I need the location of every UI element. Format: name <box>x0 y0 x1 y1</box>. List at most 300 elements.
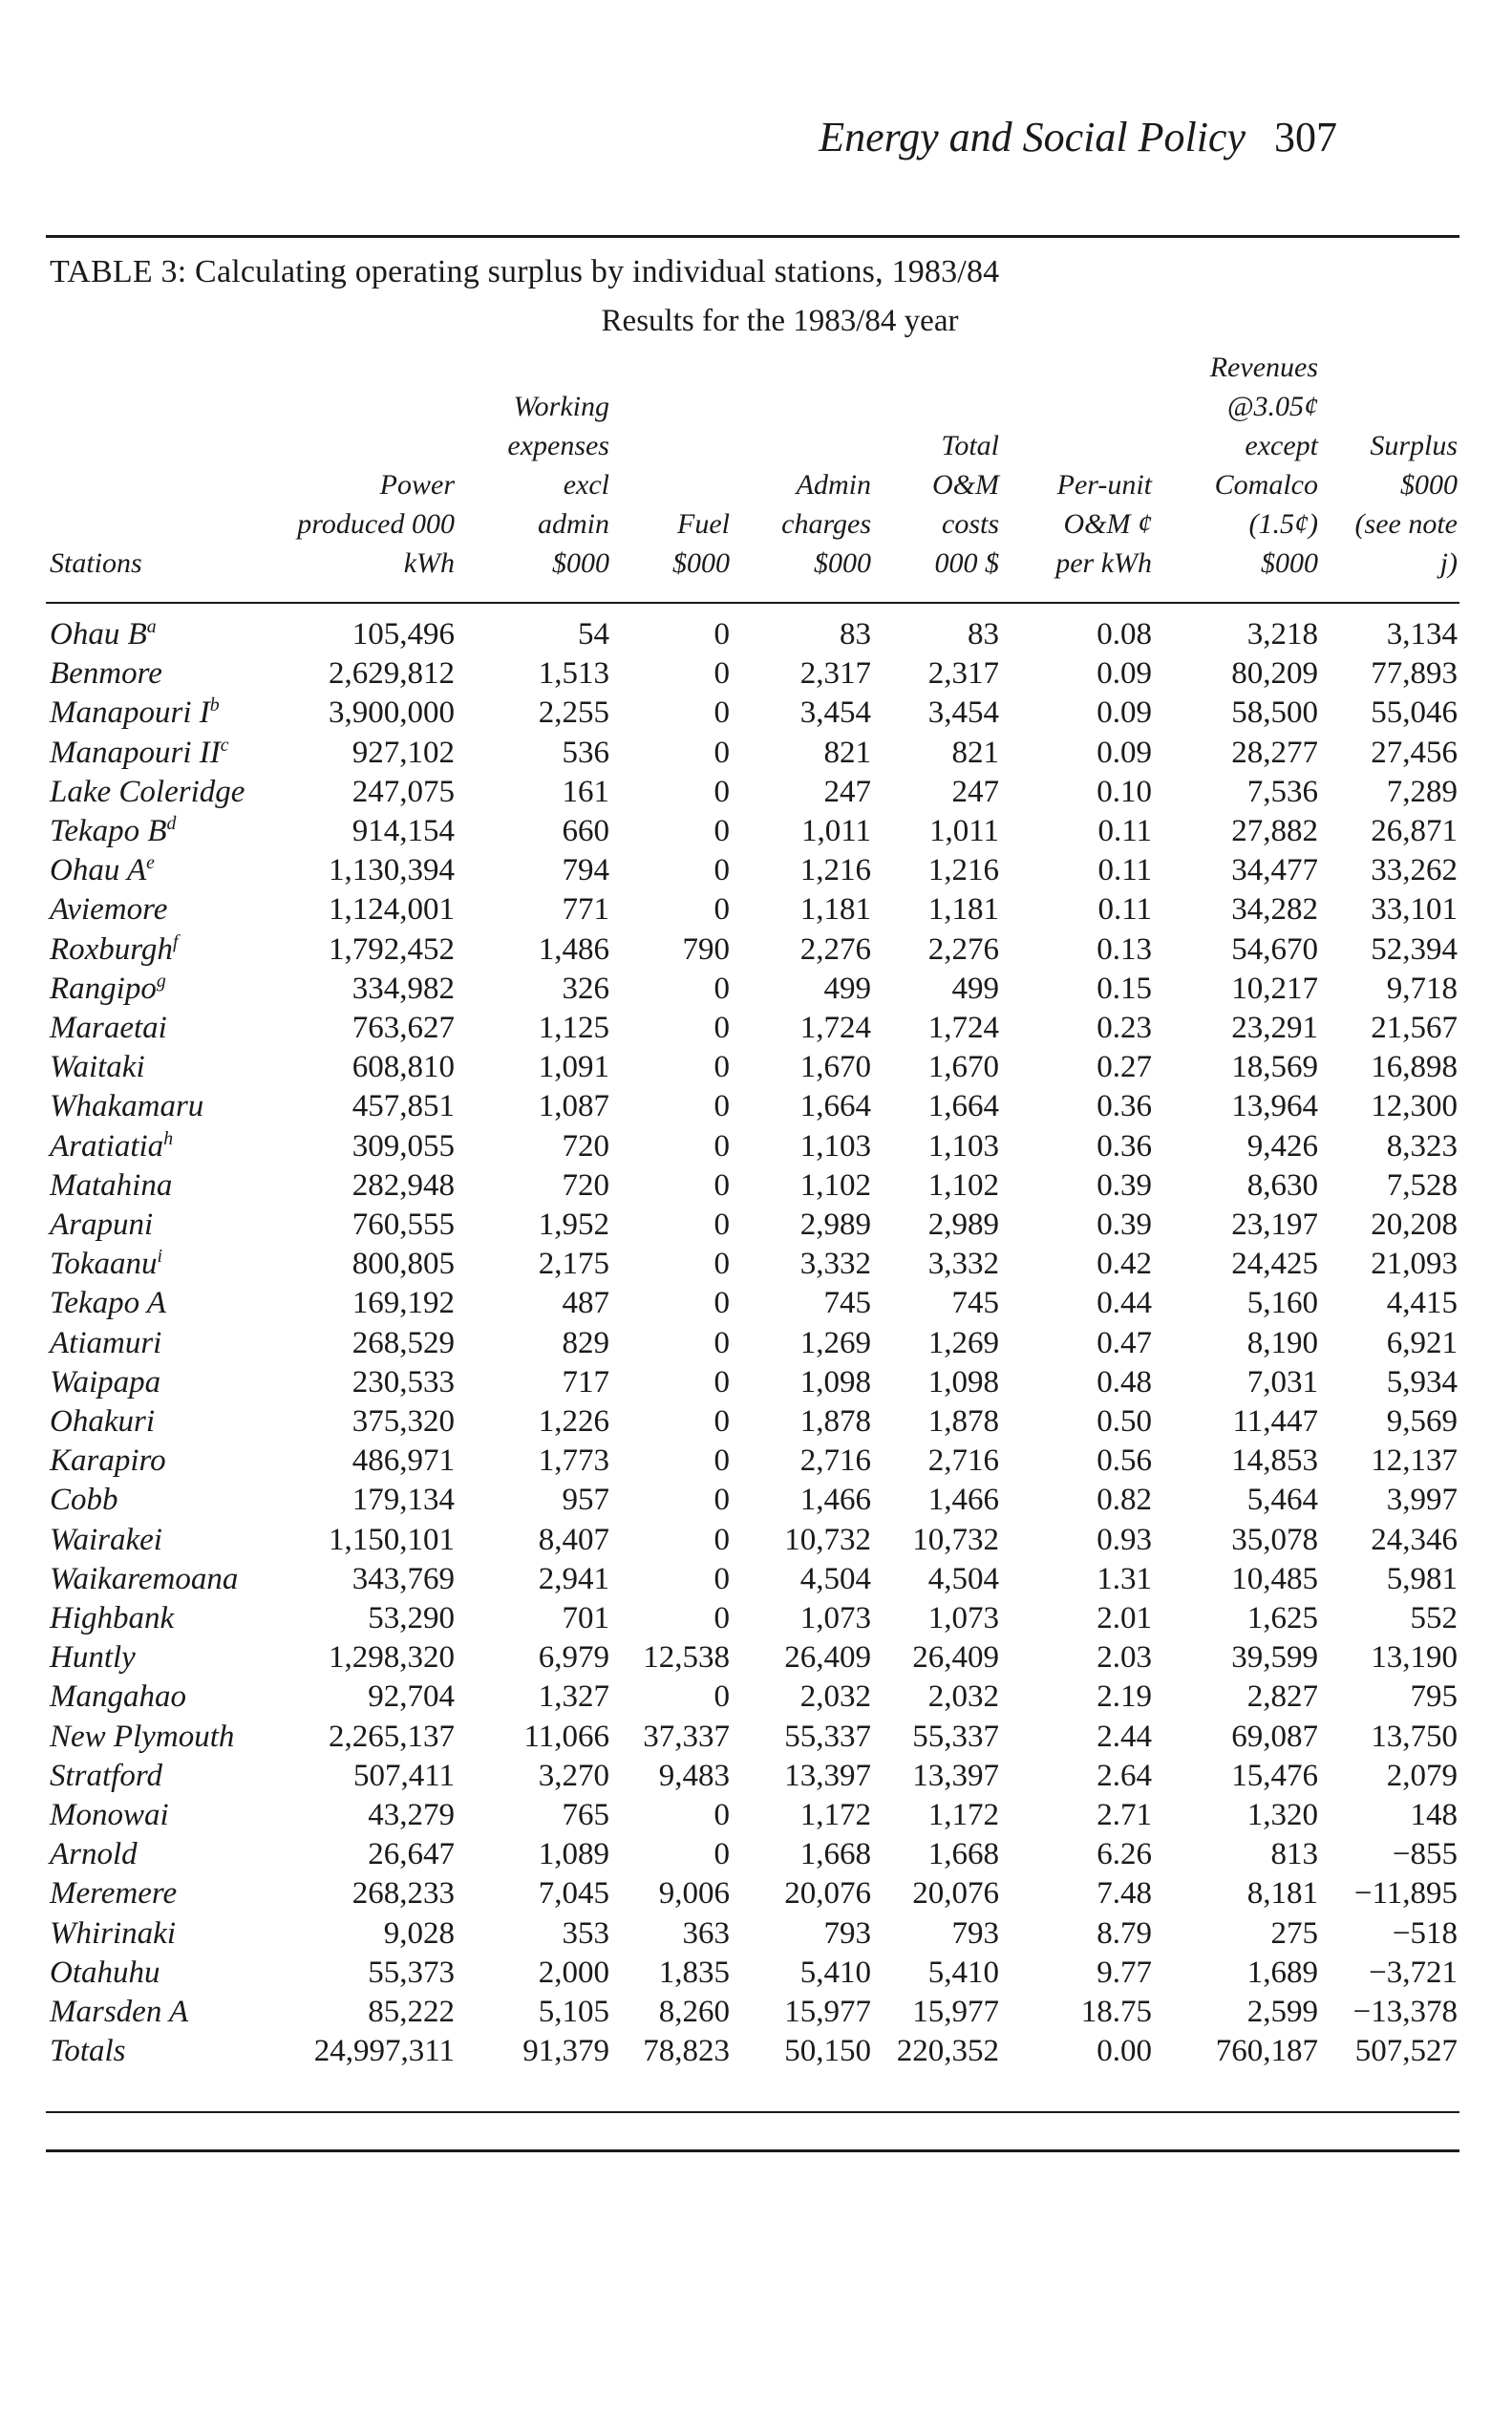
total-cell: 1,172 <box>927 1798 999 1832</box>
station-name <box>50 1603 174 1635</box>
power-cell: 1,298,320 <box>329 1640 455 1676</box>
fuel-cell: 0 <box>713 1011 730 1045</box>
working-cell: 1,087 <box>538 1089 609 1124</box>
page-number: 307 <box>1274 114 1337 160</box>
power-cell: 26,647 <box>368 1837 455 1872</box>
station-label: Manapouri II <box>50 735 221 770</box>
admin-cell: 821 <box>823 735 871 770</box>
table-subcaption: Results for the 1983/84 year <box>601 304 959 338</box>
station-name <box>50 2036 126 2067</box>
total-cell: 1,269 <box>927 1325 999 1360</box>
revenues-cell: 24,425 <box>1231 1247 1318 1282</box>
working-cell: 1,952 <box>538 1208 609 1242</box>
power-cell: 282,948 <box>351 1167 455 1203</box>
power-cell: 457,851 <box>351 1089 455 1124</box>
working-cell: 794 <box>562 853 609 888</box>
total-cell: 2,032 <box>927 1679 999 1715</box>
surplus-cell: 3,134 <box>1386 617 1458 652</box>
total-cell: 1,216 <box>927 853 999 888</box>
station-name <box>50 1325 162 1360</box>
perunit-cell: 0.13 <box>1097 931 1152 967</box>
power-cell: 24,997,311 <box>313 2034 455 2069</box>
perunit-cell: 2.01 <box>1097 1601 1152 1635</box>
fuel-cell: 1,835 <box>658 1955 730 1990</box>
station-name <box>50 1406 155 1438</box>
admin-cell: 5,410 <box>799 1955 871 1990</box>
fuel-cell: 363 <box>682 1915 730 1951</box>
working-cell: 717 <box>562 1364 609 1400</box>
admin-cell: 13,397 <box>784 1758 871 1793</box>
power-cell: 85,222 <box>368 1995 455 2029</box>
admin-cell: 55,337 <box>784 1719 871 1754</box>
working-cell: 3,270 <box>538 1758 609 1793</box>
top-rule <box>46 235 1459 238</box>
total-cell: 1,102 <box>927 1167 999 1203</box>
admin-cell: 83 <box>840 617 871 652</box>
admin-cell: 2,317 <box>799 656 871 692</box>
working-cell: 5,105 <box>538 1995 609 2029</box>
footnote-marker: e <box>146 852 155 874</box>
admin-cell: 1,664 <box>799 1089 871 1124</box>
admin-cell: 10,732 <box>784 1522 871 1557</box>
station-name <box>50 1167 173 1203</box>
surplus-cell: 8,323 <box>1386 1128 1458 1164</box>
working-cell: 1,327 <box>538 1679 609 1715</box>
power-cell: 1,124,001 <box>329 892 455 928</box>
admin-cell: 15,977 <box>784 1995 871 2029</box>
station-name <box>50 1013 167 1044</box>
fuel-cell: 0 <box>713 617 730 652</box>
station-label: Tekapo B <box>50 814 167 848</box>
fuel-cell: 37,337 <box>643 1719 730 1754</box>
working-cell: 54 <box>578 617 609 652</box>
perunit-cell: 0.10 <box>1097 774 1152 809</box>
admin-cell: 793 <box>823 1915 871 1951</box>
revenues-cell: 34,282 <box>1231 892 1318 928</box>
station-name <box>50 1445 166 1477</box>
admin-cell: 1,670 <box>799 1050 871 1085</box>
footnote-marker: b <box>209 695 220 716</box>
station-label: Tokaanu <box>50 1247 158 1282</box>
station-label: Huntly <box>50 1640 136 1676</box>
surplus-cell: −518 <box>1392 1915 1458 1951</box>
surplus-cell: 9,718 <box>1386 971 1458 1006</box>
station-label: Rangipo <box>50 971 157 1006</box>
station-label: Lake Coleridge <box>50 774 245 809</box>
revenues-cell: 54,670 <box>1231 931 1318 967</box>
station-name <box>50 774 245 809</box>
total-cell: 13,397 <box>912 1758 999 1793</box>
admin-cell: 745 <box>823 1286 871 1321</box>
perunit-cell: 0.36 <box>1097 1128 1152 1164</box>
total-cell: 1,073 <box>927 1601 999 1635</box>
surplus-cell: 21,093 <box>1371 1247 1458 1282</box>
power-cell: 309,055 <box>351 1128 455 1164</box>
station-name <box>50 813 177 848</box>
station-label: Whirinaki <box>50 1915 176 1951</box>
working-cell: 765 <box>562 1798 609 1832</box>
surplus-cell: 12,137 <box>1371 1443 1458 1479</box>
perunit-cell: 2.03 <box>1097 1640 1152 1676</box>
admin-cell: 499 <box>823 971 871 1006</box>
power-cell: 1,150,101 <box>329 1522 455 1557</box>
working-cell: 720 <box>562 1167 609 1203</box>
column-header: Fuel $000 <box>672 508 730 579</box>
revenues-cell: 28,277 <box>1231 735 1318 770</box>
surplus-cell: 13,750 <box>1371 1719 1458 1754</box>
power-cell: 800,805 <box>351 1247 455 1282</box>
revenues-cell: 5,464 <box>1246 1483 1318 1518</box>
surplus-cell: 148 <box>1410 1798 1458 1832</box>
fuel-cell: 12,538 <box>643 1640 730 1676</box>
station-name <box>50 970 166 1006</box>
station-name <box>50 1878 177 1910</box>
revenues-cell: 11,447 <box>1232 1404 1318 1439</box>
surplus-cell: 7,289 <box>1386 774 1458 809</box>
fuel-cell: 0 <box>713 892 730 928</box>
revenues-cell: 10,485 <box>1231 1561 1318 1596</box>
station-label: Ohau B <box>50 617 147 652</box>
column-header: Surplus $000 (see note j) <box>1354 430 1458 579</box>
power-cell: 914,154 <box>351 814 455 848</box>
working-cell: 7,045 <box>538 1876 609 1912</box>
station-name <box>50 697 220 729</box>
perunit-cell: 0.36 <box>1097 1089 1152 1124</box>
column-header: Per-unit O&M ¢ per kWh <box>1055 469 1152 579</box>
working-cell: 701 <box>562 1601 609 1635</box>
admin-cell: 2,989 <box>799 1208 871 1242</box>
admin-cell: 1,724 <box>799 1011 871 1045</box>
footnote-marker: c <box>220 734 229 756</box>
power-cell: 230,533 <box>351 1364 455 1400</box>
working-cell: 1,125 <box>538 1011 609 1045</box>
station-name <box>50 1721 234 1753</box>
revenues-cell: 5,160 <box>1246 1286 1318 1321</box>
fuel-cell: 9,006 <box>658 1876 730 1912</box>
revenues-cell: 1,320 <box>1246 1798 1318 1832</box>
surplus-cell: 552 <box>1410 1601 1458 1635</box>
fuel-cell: 0 <box>713 1404 730 1439</box>
total-cell: 1,668 <box>927 1837 999 1872</box>
total-cell: 2,276 <box>927 931 999 967</box>
station-label: Monowai <box>50 1798 169 1832</box>
power-cell: 343,769 <box>351 1561 455 1596</box>
revenues-cell: 39,599 <box>1231 1640 1318 1676</box>
working-cell: 6,979 <box>538 1640 609 1676</box>
station-name <box>50 1052 145 1083</box>
fuel-cell: 0 <box>713 1837 730 1872</box>
surplus-cell: 20,208 <box>1371 1208 1458 1242</box>
column-header: Power produced 000 kWh <box>297 469 455 579</box>
perunit-cell: 2.19 <box>1097 1679 1152 1715</box>
fuel-cell: 0 <box>713 853 730 888</box>
revenues-cell: 3,218 <box>1246 617 1318 652</box>
working-cell: 91,379 <box>522 2034 609 2069</box>
power-cell: 760,555 <box>351 1208 455 1242</box>
power-cell: 486,971 <box>351 1443 455 1479</box>
station-name <box>50 1800 169 1831</box>
station-label: Cobb <box>50 1483 118 1518</box>
total-cell: 220,352 <box>896 2034 999 2069</box>
column-header: Working expenses excl admin $000 <box>507 391 609 579</box>
power-cell: 608,810 <box>351 1050 455 1085</box>
revenues-cell: 2,827 <box>1246 1679 1318 1715</box>
station-name <box>50 1758 162 1793</box>
perunit-cell: 0.15 <box>1097 971 1152 1006</box>
revenues-cell: 58,500 <box>1231 695 1318 731</box>
revenues-cell: 7,031 <box>1246 1364 1318 1400</box>
admin-cell: 1,269 <box>799 1325 871 1360</box>
power-cell: 55,373 <box>368 1955 455 1990</box>
station-name <box>50 1681 186 1713</box>
working-cell: 161 <box>562 774 609 809</box>
admin-cell: 1,181 <box>799 892 871 928</box>
surplus-cell: 24,346 <box>1371 1522 1458 1557</box>
working-cell: 11,066 <box>523 1719 609 1754</box>
working-cell: 2,000 <box>538 1955 609 1990</box>
working-cell: 1,226 <box>538 1404 609 1439</box>
revenues-cell: 1,625 <box>1246 1601 1318 1635</box>
fuel-cell: 0 <box>713 971 730 1006</box>
admin-cell: 1,466 <box>799 1483 871 1518</box>
revenues-cell: 27,882 <box>1231 814 1318 848</box>
revenues-cell: 9,426 <box>1246 1128 1318 1164</box>
header-rule <box>46 602 1459 604</box>
station-label: Aratiatia <box>50 1128 164 1164</box>
fuel-cell: 790 <box>682 931 730 967</box>
column-header: Revenues @3.05¢ except Comalco (1.5¢) $000 <box>1209 352 1318 579</box>
footnote-marker: d <box>166 813 177 834</box>
perunit-cell: 0.00 <box>1097 2034 1152 2069</box>
total-cell: 4,504 <box>927 1561 999 1596</box>
total-cell: 1,670 <box>927 1050 999 1085</box>
perunit-cell: 0.23 <box>1097 1011 1152 1045</box>
perunit-cell: 0.50 <box>1097 1404 1152 1439</box>
working-cell: 353 <box>562 1915 609 1951</box>
revenues-cell: 813 <box>1270 1837 1318 1872</box>
total-cell: 745 <box>951 1286 999 1321</box>
fuel-cell: 0 <box>713 814 730 848</box>
fuel-cell: 0 <box>713 1286 730 1321</box>
station-label: Benmore <box>50 656 162 692</box>
admin-cell: 4,504 <box>799 1561 871 1596</box>
admin-cell: 1,098 <box>799 1364 871 1400</box>
station-label: Maraetai <box>50 1011 167 1045</box>
perunit-cell: 0.47 <box>1097 1325 1152 1360</box>
revenues-cell: 2,599 <box>1246 1995 1318 2029</box>
revenues-cell: 14,853 <box>1231 1443 1318 1479</box>
surplus-cell: 16,898 <box>1371 1050 1458 1085</box>
surplus-cell: 4,415 <box>1386 1286 1458 1321</box>
total-cell: 1,103 <box>927 1128 999 1164</box>
power-cell: 1,130,394 <box>329 853 455 888</box>
station-name <box>50 1209 153 1241</box>
perunit-cell: 0.11 <box>1097 853 1152 888</box>
working-cell: 2,175 <box>538 1247 609 1282</box>
perunit-cell: 0.93 <box>1097 1522 1152 1557</box>
running-head-title: Energy and Social Policy <box>819 114 1246 160</box>
fuel-cell: 8,260 <box>658 1995 730 2029</box>
fuel-cell: 0 <box>713 1247 730 1282</box>
power-cell: 247,075 <box>351 774 455 809</box>
station-name <box>50 1957 160 1989</box>
power-cell: 1,792,452 <box>329 931 455 967</box>
station-label: Arapuni <box>50 1208 154 1242</box>
footnote-marker: a <box>146 616 157 637</box>
surplus-cell: 2,079 <box>1386 1758 1458 1793</box>
surplus-cell: 33,101 <box>1371 892 1458 928</box>
admin-cell: 1,878 <box>799 1404 871 1439</box>
station-label: Waipapa <box>50 1364 161 1400</box>
total-cell: 499 <box>951 971 999 1006</box>
revenues-cell: 7,536 <box>1246 774 1318 809</box>
working-cell: 536 <box>562 735 609 770</box>
revenues-cell: 275 <box>1270 1915 1318 1951</box>
total-cell: 3,332 <box>927 1247 999 1282</box>
column-header: Stations <box>50 547 142 579</box>
perunit-cell: 0.09 <box>1097 656 1152 692</box>
perunit-cell: 0.11 <box>1097 892 1152 928</box>
power-cell: 105,496 <box>351 617 455 652</box>
perunit-cell: 2.64 <box>1097 1758 1152 1793</box>
revenues-cell: 8,181 <box>1246 1876 1318 1912</box>
power-cell: 268,233 <box>351 1876 455 1912</box>
fuel-cell: 0 <box>713 1522 730 1557</box>
surplus-cell: 3,997 <box>1386 1483 1458 1518</box>
surplus-cell: −11,895 <box>1353 1876 1458 1912</box>
total-cell: 2,989 <box>927 1208 999 1242</box>
station-label: Tekapo A <box>50 1286 166 1321</box>
power-cell: 268,529 <box>351 1325 455 1360</box>
power-cell: 43,279 <box>368 1798 455 1832</box>
revenues-cell: 34,477 <box>1231 853 1318 888</box>
station-label: Ohau A <box>50 853 147 888</box>
admin-cell: 1,216 <box>799 853 871 888</box>
fuel-cell: 0 <box>713 1561 730 1596</box>
revenues-cell: 8,190 <box>1246 1325 1318 1360</box>
total-cell: 1,466 <box>927 1483 999 1518</box>
admin-cell: 1,011 <box>800 814 871 848</box>
total-cell: 10,732 <box>912 1522 999 1557</box>
fuel-cell: 0 <box>713 1089 730 1124</box>
total-cell: 26,409 <box>912 1640 999 1676</box>
admin-cell: 50,150 <box>784 2034 871 2069</box>
power-cell: 3,900,000 <box>329 695 455 731</box>
surplus-cell: 21,567 <box>1371 1011 1458 1045</box>
power-cell: 53,290 <box>368 1601 455 1635</box>
fuel-cell: 0 <box>713 656 730 692</box>
revenues-cell: 1,689 <box>1246 1955 1318 1990</box>
total-cell: 1,724 <box>927 1011 999 1045</box>
admin-cell: 20,076 <box>784 1876 871 1912</box>
station-label: Matahina <box>50 1167 173 1203</box>
working-cell: 771 <box>562 892 609 928</box>
total-cell: 247 <box>951 774 999 809</box>
fuel-cell: 0 <box>713 1798 730 1832</box>
surplus-cell: 52,394 <box>1371 931 1458 967</box>
total-cell: 1,011 <box>928 814 999 848</box>
station-name <box>50 1839 138 1870</box>
admin-cell: 1,172 <box>799 1798 871 1832</box>
perunit-cell: 0.56 <box>1097 1443 1152 1479</box>
station-name <box>50 1522 162 1557</box>
perunit-cell: 18.75 <box>1080 1995 1152 2029</box>
station-name <box>50 1561 239 1596</box>
fuel-cell: 0 <box>713 1208 730 1242</box>
perunit-cell: 0.82 <box>1097 1483 1152 1518</box>
station-name <box>50 1915 176 1951</box>
station-label: Ohakuri <box>50 1404 155 1439</box>
working-cell: 1,089 <box>538 1837 609 1872</box>
revenues-cell: 23,291 <box>1231 1011 1318 1045</box>
perunit-cell: 0.39 <box>1097 1167 1152 1203</box>
fuel-cell: 0 <box>713 695 730 731</box>
station-label: Arnold <box>50 1837 138 1872</box>
station-name <box>50 1091 203 1122</box>
bottom-rule-2 <box>46 2149 1459 2152</box>
total-cell: 1,098 <box>927 1364 999 1400</box>
perunit-cell: 7.48 <box>1097 1876 1152 1912</box>
surplus-cell: −855 <box>1392 1837 1458 1872</box>
admin-cell: 2,032 <box>799 1679 871 1715</box>
total-cell: 1,664 <box>927 1089 999 1124</box>
admin-cell: 3,332 <box>799 1247 871 1282</box>
working-cell: 8,407 <box>538 1522 609 1557</box>
working-cell: 720 <box>562 1128 609 1164</box>
surplus-cell: 5,934 <box>1386 1364 1458 1400</box>
working-cell: 1,513 <box>538 656 609 692</box>
station-label: Marsden A <box>50 1995 189 2029</box>
perunit-cell: 0.48 <box>1097 1364 1152 1400</box>
revenues-cell: 10,217 <box>1231 971 1318 1006</box>
working-cell: 1,773 <box>538 1443 609 1479</box>
station-label: Karapiro <box>50 1443 166 1479</box>
station-label: Mangahao <box>50 1679 186 1715</box>
power-cell: 763,627 <box>351 1011 455 1045</box>
station-name <box>50 1288 166 1319</box>
total-cell: 1,181 <box>927 892 999 928</box>
station-label: Aviemore <box>50 892 168 928</box>
station-name <box>50 852 155 888</box>
station-name <box>50 1997 188 2028</box>
perunit-cell: 1.31 <box>1097 1561 1152 1596</box>
station-label: Manapouri I <box>50 695 210 731</box>
revenues-cell: 69,087 <box>1231 1719 1318 1754</box>
revenues-cell: 15,476 <box>1231 1758 1318 1793</box>
admin-cell: 26,409 <box>784 1640 871 1676</box>
perunit-cell: 0.42 <box>1097 1247 1152 1282</box>
admin-cell: 1,103 <box>799 1128 871 1164</box>
fuel-cell: 0 <box>713 1483 730 1518</box>
admin-cell: 2,276 <box>799 931 871 967</box>
station-label: Waikaremoana <box>50 1561 239 1596</box>
total-cell: 1,878 <box>927 1404 999 1439</box>
surplus-cell: 26,871 <box>1371 814 1458 848</box>
admin-cell: 247 <box>823 774 871 809</box>
station-label: Atiamuri <box>50 1325 162 1360</box>
station-label: Meremere <box>50 1876 178 1912</box>
surplus-cell: 27,456 <box>1371 735 1458 770</box>
fuel-cell: 0 <box>713 774 730 809</box>
power-cell: 927,102 <box>351 735 455 770</box>
station-label: Otahuhu <box>50 1955 160 1990</box>
fuel-cell: 0 <box>713 1679 730 1715</box>
surplus-cell: 795 <box>1410 1679 1458 1715</box>
station-label: Stratford <box>50 1758 162 1793</box>
total-cell: 2,716 <box>927 1443 999 1479</box>
surplus-cell: 7,528 <box>1386 1167 1458 1203</box>
surplus-cell: 12,300 <box>1371 1089 1458 1124</box>
